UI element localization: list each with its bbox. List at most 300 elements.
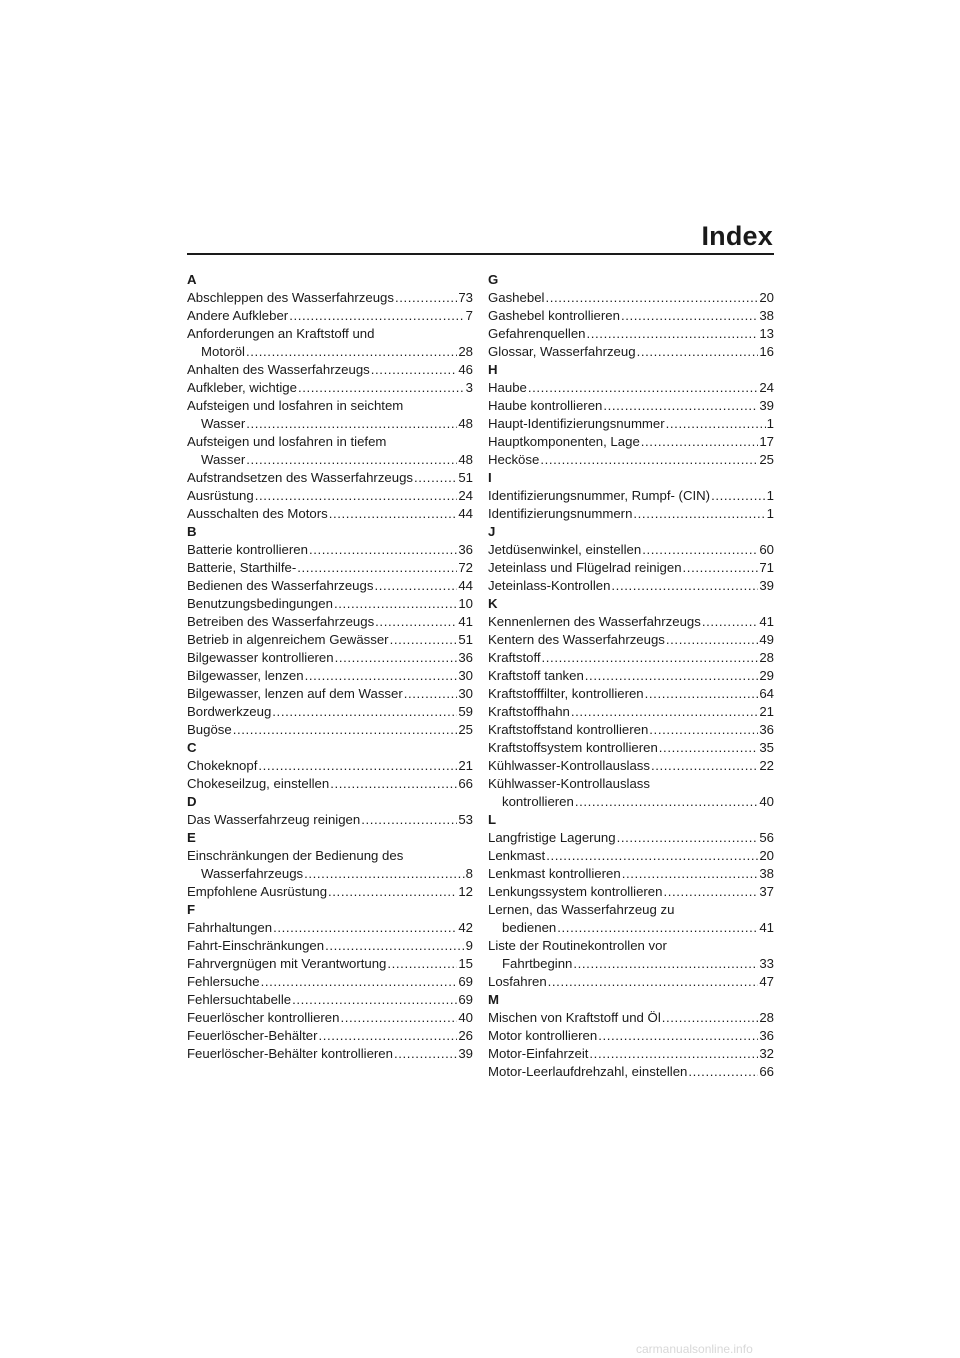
index-entry-term: Ausschalten des Motors <box>187 506 328 521</box>
page-number: 28 <box>759 650 774 665</box>
index-entry-text: Kühlwasser-Kontrollauslass <box>488 776 650 791</box>
page-number: 40 <box>759 794 774 809</box>
index-entry-term: Kühlwasser-Kontrollauslass <box>488 758 650 773</box>
dot-leader <box>545 289 758 307</box>
index-entry-text: Aufsteigen und losfahren in tiefem <box>187 434 387 449</box>
dot-leader <box>305 667 458 685</box>
dot-leader <box>246 415 457 433</box>
index-entry <box>488 577 774 595</box>
index-entry <box>488 397 774 415</box>
header-rule <box>187 253 774 255</box>
index-entry-term: Feuerlöscher-Behälter <box>187 1028 318 1043</box>
page-number: 36 <box>458 650 473 665</box>
index-entry <box>488 289 774 307</box>
index-entry <box>488 1045 774 1063</box>
index-entry-term: Haube kontrollieren <box>488 398 603 413</box>
index-entry-term: Fehlersuche <box>187 974 260 989</box>
page-number: 38 <box>759 308 774 323</box>
page-number: 46 <box>458 362 473 377</box>
index-entry <box>187 1009 473 1027</box>
page-number: 25 <box>759 452 774 467</box>
index-entry <box>488 559 774 577</box>
page-number: 36 <box>759 1028 774 1043</box>
page-number: 28 <box>759 1010 774 1025</box>
index-entry <box>488 829 774 847</box>
page-number: 41 <box>759 614 774 629</box>
index-entry-term: Batterie, Starthilfe- <box>187 560 297 575</box>
index-entry-term: Kentern des Wasserfahrzeugs <box>488 632 665 647</box>
index-entry-term: Bugöse <box>187 722 232 737</box>
page-number: 47 <box>759 974 774 989</box>
index-entry <box>187 811 473 829</box>
dot-leader <box>325 937 465 955</box>
index-entry <box>187 577 473 595</box>
dot-leader <box>292 991 457 1009</box>
section-letter: L <box>488 812 497 827</box>
index-entry <box>187 667 473 685</box>
index-entry-term: Losfahren <box>488 974 547 989</box>
index-entry <box>488 649 774 667</box>
index-entry <box>488 883 774 901</box>
index-entry-text: Lernen, das Wasserfahrzeug zu <box>488 902 675 917</box>
dot-leader <box>329 505 458 523</box>
page-number: 66 <box>458 776 473 791</box>
dot-leader <box>414 469 457 487</box>
index-entry-term: Chokeseilzug, einstellen <box>187 776 330 791</box>
page-number: 9 <box>465 938 473 953</box>
index-column-left <box>187 271 473 1063</box>
page-number: 15 <box>458 956 473 971</box>
index-entry-term: Feuerlöscher-Behälter kontrollieren <box>187 1046 393 1061</box>
page-number: 26 <box>458 1028 473 1043</box>
index-entry-term: Batterie kontrollieren <box>187 542 308 557</box>
index-entry <box>187 559 473 577</box>
index-entry-term: Wasser <box>201 416 246 431</box>
index-entry-term: kontrollieren <box>502 794 574 809</box>
dot-leader <box>246 343 457 361</box>
index-entry-term: Jeteinlass und Flügelrad reinigen <box>488 560 682 575</box>
section-letter: F <box>187 902 196 917</box>
dot-leader <box>666 415 766 433</box>
dot-leader <box>548 973 759 991</box>
index-entry-term: Fahrhaltungen <box>187 920 273 935</box>
page-number: 39 <box>759 578 774 593</box>
page-number: 30 <box>458 686 473 701</box>
dot-leader <box>603 397 758 415</box>
index-entry-term: Hecköse <box>488 452 540 467</box>
index-entry-term: Hauptkomponenten, Lage <box>488 434 640 449</box>
dot-leader <box>649 721 758 739</box>
index-entry-term: Identifizierungsnummern <box>488 506 633 521</box>
page-number: 44 <box>458 506 473 521</box>
index-entry-term: Lenkungssystem kontrollieren <box>488 884 663 899</box>
page-number: 72 <box>458 560 473 575</box>
section-letter: G <box>488 272 499 287</box>
index-entry-term: Haube <box>488 380 527 395</box>
index-entry <box>488 955 774 973</box>
index-entry <box>187 541 473 559</box>
index-entry <box>488 307 774 325</box>
index-entry-term: Bilgewasser, lenzen auf dem Wasser <box>187 686 403 701</box>
index-entry <box>488 1027 774 1045</box>
index-entry <box>488 721 774 739</box>
page-number: 59 <box>458 704 473 719</box>
index-entry-text: Liste der Routinekontrollen vor <box>488 938 667 953</box>
page-number: 28 <box>458 344 473 359</box>
page-number: 48 <box>458 452 473 467</box>
index-entry <box>187 379 473 397</box>
page-number: 36 <box>458 542 473 557</box>
dot-leader <box>598 1027 758 1045</box>
page-number: 38 <box>759 866 774 881</box>
page-number: 7 <box>465 308 473 323</box>
index-entry-term: Kraftstoff <box>488 650 541 665</box>
index-entry <box>187 1045 473 1063</box>
index-entry <box>488 847 774 865</box>
page-number: 21 <box>759 704 774 719</box>
index-entry-term: Kraftstoffsystem kontrollieren <box>488 740 658 755</box>
page-number: 39 <box>458 1046 473 1061</box>
index-entry-term: Kraftstoffhahn <box>488 704 570 719</box>
index-entry-term: Aufstrandsetzen des Wasserfahrzeugs <box>187 470 414 485</box>
index-entry <box>187 415 473 433</box>
page-number: 20 <box>759 848 774 863</box>
page-number: 69 <box>458 974 473 989</box>
index-entry-term: Lenkmast <box>488 848 546 863</box>
index-entry <box>187 865 473 883</box>
dot-leader <box>540 451 758 469</box>
index-entry-term: Betrieb in algenreichem Gewässer <box>187 632 389 647</box>
index-entry-term: Fahrt-Einschränkungen <box>187 938 325 953</box>
page-number: 22 <box>759 758 774 773</box>
dot-leader <box>261 973 458 991</box>
index-entry <box>187 361 473 379</box>
page-number: 35 <box>759 740 774 755</box>
page-number: 21 <box>458 758 473 773</box>
dot-leader <box>633 505 765 523</box>
dot-leader <box>335 649 458 667</box>
index-entry <box>187 757 473 775</box>
index-entry-term: Lenkmast kontrollieren <box>488 866 621 881</box>
index-entry <box>187 919 473 937</box>
index-entry-term: Feuerlöscher kontrollieren <box>187 1010 340 1025</box>
page-number: 12 <box>458 884 473 899</box>
page-number: 41 <box>759 920 774 935</box>
index-entry-term: Motoröl <box>201 344 245 359</box>
index-entry <box>488 667 774 685</box>
section-letter: I <box>488 470 492 485</box>
page-number: 56 <box>759 830 774 845</box>
index-entry-term: Wasserfahrzeugs <box>201 866 304 881</box>
section-letter: A <box>187 272 197 287</box>
page-number: 1 <box>766 416 774 431</box>
page-number: 71 <box>759 560 774 575</box>
page-number: 8 <box>465 866 473 881</box>
page-number: 20 <box>759 290 774 305</box>
section-letter: K <box>488 596 498 611</box>
index-entry <box>187 469 473 487</box>
index-column-right <box>488 271 774 1081</box>
page-number: 1 <box>766 488 774 503</box>
index-entry-term: Benutzungsbedingungen <box>187 596 333 611</box>
dot-leader <box>528 379 758 397</box>
page-number: 24 <box>759 380 774 395</box>
page-number: 29 <box>759 668 774 683</box>
dot-leader <box>404 685 458 703</box>
page-number: 16 <box>759 344 774 359</box>
index-entry-term: Motor-Leerlaufdrehzahl, einstellen <box>488 1064 688 1079</box>
dot-leader <box>289 307 464 325</box>
dot-leader <box>340 1009 457 1027</box>
index-entry-term: Ausrüstung <box>187 488 254 503</box>
index-entry-term: Glossar, Wasserfahrzeug <box>488 344 636 359</box>
index-entry <box>187 1027 473 1045</box>
index-entry <box>187 937 473 955</box>
index-entry-term: Aufkleber, wichtige <box>187 380 297 395</box>
dot-leader <box>711 487 766 505</box>
dot-leader <box>666 631 758 649</box>
dot-leader <box>309 541 457 559</box>
index-entry <box>187 613 473 631</box>
page-number: 37 <box>759 884 774 899</box>
index-entry-term: Wasser <box>201 452 246 467</box>
page-number: 41 <box>458 614 473 629</box>
dot-leader <box>663 883 758 901</box>
dot-leader <box>659 739 759 757</box>
dot-leader <box>304 865 465 883</box>
index-entry <box>488 415 774 433</box>
dot-leader <box>637 343 759 361</box>
index-entry <box>187 451 473 469</box>
page-number: 30 <box>458 668 473 683</box>
index-entry <box>488 685 774 703</box>
index-entry <box>187 595 473 613</box>
dot-leader <box>573 955 758 973</box>
index-entry-term: Kennenlernen des Wasserfahrzeugs <box>488 614 701 629</box>
index-entry <box>187 505 473 523</box>
page-number: 17 <box>759 434 774 449</box>
dot-leader <box>683 559 759 577</box>
index-entry <box>488 1009 774 1027</box>
dot-leader <box>272 703 457 721</box>
index-entry <box>488 343 774 361</box>
section-letter: M <box>488 992 499 1007</box>
dot-leader <box>233 721 458 739</box>
index-entry-term: Kraftstoffstand kontrollieren <box>488 722 649 737</box>
page-number: 53 <box>458 812 473 827</box>
page-number: 13 <box>759 326 774 341</box>
index-entry-term: Chokeknopf <box>187 758 258 773</box>
index-entry <box>488 865 774 883</box>
index-entry-term: Kraftstoff tanken <box>488 668 584 683</box>
index-entry <box>187 307 473 325</box>
page-number: 42 <box>458 920 473 935</box>
dot-leader <box>375 613 457 631</box>
dot-leader <box>330 775 457 793</box>
section-letter: B <box>187 524 197 539</box>
index-entry-term: Gefahrenquellen <box>488 326 586 341</box>
index-entry-term: Motor-Einfahrzeit <box>488 1046 589 1061</box>
index-entry <box>488 973 774 991</box>
index-entry-text: Aufsteigen und losfahren in seichtem <box>187 398 404 413</box>
dot-leader <box>246 451 457 469</box>
dot-leader <box>255 487 458 505</box>
index-entry-term: Motor kontrollieren <box>488 1028 598 1043</box>
dot-leader <box>334 595 457 613</box>
page-title: Index <box>701 221 773 251</box>
page-number: 10 <box>458 596 473 611</box>
index-entry-term: Bedienen des Wasserfahrzeugs <box>187 578 374 593</box>
dot-leader <box>298 379 465 397</box>
index-entry-term: Bilgewasser, lenzen <box>187 668 304 683</box>
section-letter: C <box>187 740 197 755</box>
index-entry-term: Bordwerkzeug <box>187 704 272 719</box>
dot-leader <box>702 613 758 631</box>
watermark: carmanualsonline.info <box>636 1342 753 1356</box>
dot-leader <box>617 829 759 847</box>
page-number: 48 <box>458 416 473 431</box>
dot-leader <box>371 361 458 379</box>
dot-leader <box>387 955 457 973</box>
index-entry <box>187 775 473 793</box>
index-entry <box>488 487 774 505</box>
index-entry-term: Das Wasserfahrzeug reinigen <box>187 812 361 827</box>
index-entry-term: Fahrtbeginn <box>502 956 573 971</box>
dot-leader <box>622 865 759 883</box>
dot-leader <box>642 541 758 559</box>
dot-leader <box>589 1045 758 1063</box>
dot-leader <box>662 1009 759 1027</box>
dot-leader <box>641 433 759 451</box>
index-entry-term: Betreiben des Wasserfahrzeugs <box>187 614 375 629</box>
index-entry <box>488 613 774 631</box>
page-number: 51 <box>458 470 473 485</box>
section-letter: J <box>488 524 496 539</box>
index-entry-term: Fehlersuchtabelle <box>187 992 292 1007</box>
index-entry <box>187 343 473 361</box>
dot-leader <box>258 757 457 775</box>
dot-leader <box>394 1045 457 1063</box>
dot-leader <box>688 1063 758 1081</box>
index-entry <box>187 649 473 667</box>
dot-leader <box>328 883 457 901</box>
index-entry-text: Anforderungen an Kraftstoff und <box>187 326 375 341</box>
index-entry <box>488 451 774 469</box>
index-entry-term: Mischen von Kraftstoff und Öl <box>488 1010 661 1025</box>
index-entry-term: Langfristige Lagerung <box>488 830 616 845</box>
page-number: 69 <box>458 992 473 1007</box>
page-number: 1 <box>766 506 774 521</box>
dot-leader <box>273 919 457 937</box>
index-entry <box>488 325 774 343</box>
index-entry <box>488 703 774 721</box>
dot-leader <box>611 577 758 595</box>
page-number: 36 <box>759 722 774 737</box>
dot-leader <box>542 649 759 667</box>
index-entry-term: Anhalten des Wasserfahrzeugs <box>187 362 370 377</box>
dot-leader <box>374 577 457 595</box>
index-entry <box>488 1063 774 1081</box>
dot-leader <box>318 1027 457 1045</box>
dot-leader <box>621 307 758 325</box>
index-entry <box>187 289 473 307</box>
index-entry-term: Bilgewasser kontrollieren <box>187 650 334 665</box>
index-entry-term: Haupt-Identifizierungsnummer <box>488 416 665 431</box>
page-number: 39 <box>759 398 774 413</box>
index-entry <box>488 757 774 775</box>
dot-leader <box>557 919 758 937</box>
index-entry-term: Jetdüsenwinkel, einstellen <box>488 542 642 557</box>
index-entry <box>488 739 774 757</box>
index-entry-term: Kraftstofffilter, kontrollieren <box>488 686 644 701</box>
page-number: 25 <box>458 722 473 737</box>
index-entry <box>187 991 473 1009</box>
dot-leader <box>651 757 758 775</box>
index-entry-text: Einschränkungen der Bedienung des <box>187 848 404 863</box>
index-entry-term: Andere Aufkleber <box>187 308 289 323</box>
index-entry <box>187 721 473 739</box>
page-number: 40 <box>458 1010 473 1025</box>
page-number: 60 <box>759 542 774 557</box>
index-entry <box>187 955 473 973</box>
page-number: 51 <box>458 632 473 647</box>
index-entry-term: Jeteinlass-Kontrollen <box>488 578 611 593</box>
index-entry <box>488 541 774 559</box>
index-entry <box>488 919 774 937</box>
page-number: 44 <box>458 578 473 593</box>
index-entry <box>187 703 473 721</box>
dot-leader <box>390 631 458 649</box>
index-entry-term: Identifizierungsnummer, Rumpf- (CIN) <box>488 488 711 503</box>
section-letter: H <box>488 362 498 377</box>
dot-leader <box>361 811 457 829</box>
index-entry <box>488 433 774 451</box>
dot-leader <box>645 685 759 703</box>
index-entry <box>187 631 473 649</box>
dot-leader <box>571 703 758 721</box>
page-number: 33 <box>759 956 774 971</box>
index-entry-term: Gashebel <box>488 290 545 305</box>
section-letter: E <box>187 830 196 845</box>
dot-leader <box>575 793 758 811</box>
dot-leader <box>395 289 457 307</box>
index-entry-term: Gashebel kontrollieren <box>488 308 620 323</box>
dot-leader <box>587 325 759 343</box>
dot-leader <box>297 559 457 577</box>
index-entry-term: Abschleppen des Wasserfahrzeugs <box>187 290 394 305</box>
index-entry <box>187 973 473 991</box>
index-entry <box>488 631 774 649</box>
page-number: 73 <box>458 290 473 305</box>
index-entry <box>488 793 774 811</box>
page-number: 32 <box>759 1046 774 1061</box>
index-entry-term: Empfohlene Ausrüstung <box>187 884 328 899</box>
index-entry <box>488 505 774 523</box>
page-number: 66 <box>759 1064 774 1079</box>
index-entry <box>488 379 774 397</box>
index-entry <box>187 685 473 703</box>
page-number: 3 <box>465 380 473 395</box>
index-entry-term: Fahrvergnügen mit Verantwortung <box>187 956 387 971</box>
dot-leader <box>546 847 758 865</box>
index-entry-term: bedienen <box>502 920 557 935</box>
page-number: 24 <box>458 488 473 503</box>
index-entry <box>187 487 473 505</box>
page-number: 64 <box>759 686 774 701</box>
section-letter: D <box>187 794 197 809</box>
page-number: 49 <box>759 632 774 647</box>
dot-leader <box>585 667 759 685</box>
